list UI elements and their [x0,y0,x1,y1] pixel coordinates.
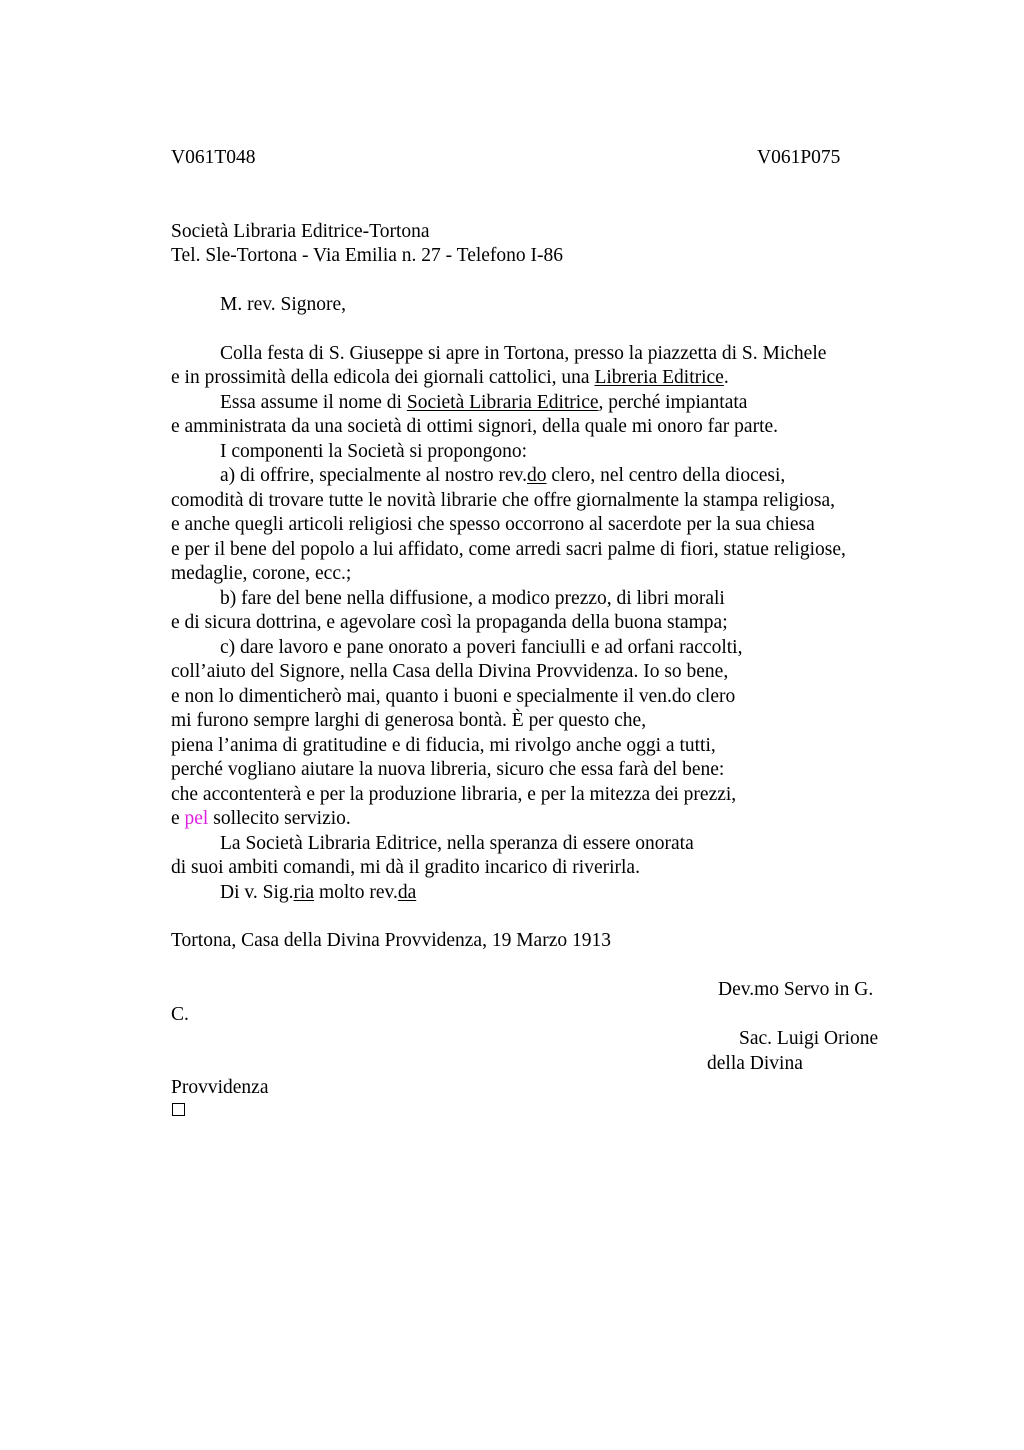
underlined-text: da [397,882,417,903]
body-line [171,366,729,390]
body-line: e non lo dimenticherò mai, quanto i buoni e specialmente il ven.do clero [171,686,736,707]
signature-line-3-wrap: Provvidenza [171,1077,269,1098]
body-line: e di sicura dottrina, e agevolare così la propaganda della buona stampa; [171,612,728,633]
body-line: comodità di trovare tutte le novità librarie che offre giornalmente la stampa religiosa, [171,490,836,511]
text: clero, nel centro della diocesi, [546,465,786,486]
body-line: e per il bene del popolo a lui affidato, come arredi sacri palme di fiori, statue religiose, [171,539,846,560]
signature-line-3: della Divina [707,1053,803,1074]
document-code-left: V061T048 [171,147,256,168]
body-line [171,807,351,831]
body-line: La Società Libraria Editrice, nella speranza di essere onorata [220,833,694,854]
underlined-text: Libreria Editrice [594,367,724,388]
signature-line-1: Dev.mo Servo in G. [718,979,874,1000]
signature-line-1-wrap: C. [171,1004,189,1025]
underlined-text: do [527,465,547,486]
document-code-right: V061P075 [757,147,841,168]
body-line [220,464,785,488]
body-line: piena l’anima di gratitudine e di fiducia, mi rivolgo anche oggi a tutti, [171,735,716,756]
body-line: di suoi ambiti comandi, mi dà il gradito incarico di riverirla. [171,857,640,878]
body-line: e amministrata da una società di ottimi signori, della quale mi onoro far parte. [171,416,779,437]
text: molto rev. [314,882,398,903]
body-line: perché vogliano aiutare la nuova libreria, sicuro che essa farà del bene: [171,759,725,780]
body-line: che accontenterà e per la produzione libraria, e per la mitezza dei prezzi, [171,784,737,805]
text: Di v. Sig. [220,882,294,903]
text: e in prossimità della edicola dei giornali cattolici, una [171,367,595,388]
body-line: coll’aiuto del Signore, nella Casa della Divina Provvidenza. Io so bene, [171,661,729,682]
body-line: I componenti la Società si propongono: [220,441,528,462]
body-line: medaglie, corone, ecc.; [171,563,352,584]
body-line: mi furono sempre larghi di generosa bontà. È per questo che, [171,710,647,731]
body-line: c) dare lavoro e pane onorato a poveri fanciulli e ad orfani raccolti, [220,637,743,658]
salutation: M. rev. Signore, [220,294,347,315]
placeholder-box-icon [172,1103,185,1116]
signature-name: Sac. Luigi Orione [739,1028,879,1049]
body-line: b) fare del bene nella diffusione, a modico prezzo, di libri morali [220,588,725,609]
body-line: e anche quegli articoli religiosi che spesso occorrono al sacerdote per la sua chiesa [171,514,815,535]
underlined-text: ria [293,882,315,903]
body-line: Colla festa di S. Giuseppe si apre in Tortona, presso la piazzetta di S. Michele [220,343,827,364]
text: , perché impiantata [598,392,748,413]
place-date: Tortona, Casa della Divina Provvidenza, 19 Marzo 1913 [171,930,611,951]
text: sollecito servizio. [208,808,351,829]
underlined-text: Società Libraria Editrice [406,392,599,413]
text: Essa assume il nome di [220,392,407,413]
letterhead-contact: Tel. Sle-Tortona - Via Emilia n. 27 - Telefono I-86 [171,245,564,266]
text: . [723,367,729,388]
text: e [171,808,185,829]
letterhead-title: Società Libraria Editrice-Tortona [171,221,430,242]
body-line [220,881,416,905]
highlighted-text: pel [184,808,209,829]
body-line [220,391,747,415]
text: a) di offrire, specialmente al nostro rev. [220,465,528,486]
